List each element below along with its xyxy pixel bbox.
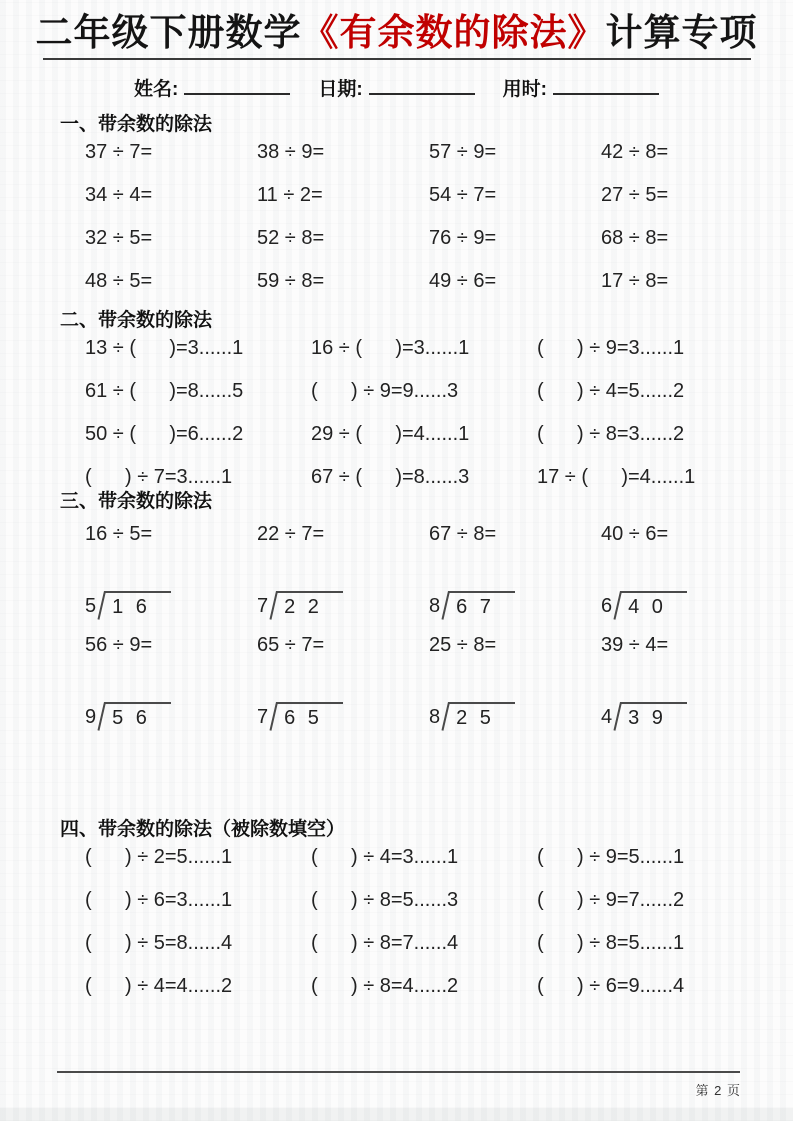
problem-equation: 65 ÷ 7= bbox=[257, 634, 325, 656]
problem-equation: ( ) ÷ 8=4......2 bbox=[311, 975, 459, 997]
title-prefix: 二年级下册数学 bbox=[35, 12, 302, 53]
problem-equation: 29 ÷ ( )=4......1 bbox=[311, 423, 470, 445]
long-division-bracket bbox=[96, 591, 171, 622]
problem-equation: ( ) ÷ 7=3......1 bbox=[85, 466, 233, 488]
problem-equation: 54 ÷ 7= bbox=[429, 184, 497, 206]
problem-equation: 76 ÷ 9= bbox=[429, 227, 497, 249]
page-number: 第 2 页 bbox=[695, 1083, 741, 1098]
problem-equation: ( ) ÷ 5=8......4 bbox=[85, 932, 233, 954]
long-division-problem bbox=[85, 702, 257, 736]
name-label: 姓名: bbox=[134, 79, 179, 100]
long-division-dividend: 1 6 bbox=[112, 596, 147, 618]
long-division-divisor: 9 bbox=[85, 706, 97, 728]
problem-equation: ( ) ÷ 8=3......2 bbox=[537, 423, 685, 445]
problem-equation: 16 ÷ ( )=3......1 bbox=[311, 337, 470, 359]
problem-equation: ( ) ÷ 8=5......1 bbox=[537, 932, 685, 954]
problem-equation: 67 ÷ 8= bbox=[429, 523, 497, 545]
long-division-divisor: 8 bbox=[429, 595, 441, 617]
long-division-bracket bbox=[268, 591, 343, 622]
long-division-problem bbox=[429, 702, 601, 736]
section-3 bbox=[0, 490, 793, 736]
long-division-problem bbox=[85, 591, 257, 625]
header-divider bbox=[43, 58, 751, 60]
problem-equation: 50 ÷ ( )=6......2 bbox=[85, 423, 244, 445]
long-division-dividend: 6 5 bbox=[284, 707, 319, 729]
section-3-equation-row-2 bbox=[85, 632, 753, 662]
problem-equation: 25 ÷ 8= bbox=[429, 634, 497, 656]
problem-equation: ( ) ÷ 2=5......1 bbox=[85, 846, 233, 868]
section-1 bbox=[0, 113, 793, 311]
problem-equation: ( ) ÷ 8=7......4 bbox=[311, 932, 459, 954]
name-blank bbox=[184, 79, 290, 95]
problem-equation: ( ) ÷ 4=4......2 bbox=[85, 975, 233, 997]
student-info-row bbox=[0, 74, 793, 101]
long-division-divisor: 6 bbox=[601, 595, 613, 617]
problem-equation: 52 ÷ 8= bbox=[257, 227, 325, 249]
problem-equation: 11 ÷ 2= bbox=[257, 184, 323, 206]
problem-equation: ( ) ÷ 9=7......2 bbox=[537, 889, 685, 911]
footer-divider bbox=[57, 1071, 740, 1073]
section-1-problem-grid bbox=[85, 139, 753, 311]
problem-equation: ( ) ÷ 9=3......1 bbox=[537, 337, 685, 359]
long-division-problem bbox=[257, 591, 429, 625]
long-division-bracket bbox=[96, 702, 171, 733]
problem-equation: 22 ÷ 7= bbox=[257, 523, 325, 545]
long-division-bracket bbox=[440, 591, 515, 622]
problem-equation: ( ) ÷ 9=5......1 bbox=[537, 846, 685, 868]
problem-equation: 61 ÷ ( )=8......5 bbox=[85, 380, 244, 402]
time-label: 用时: bbox=[502, 79, 547, 100]
page-title bbox=[0, 0, 793, 55]
long-division-divisor: 7 bbox=[257, 595, 269, 617]
problem-equation: ( ) ÷ 4=3......1 bbox=[311, 846, 459, 868]
long-division-dividend: 5 6 bbox=[112, 707, 147, 729]
problem-equation: 40 ÷ 6= bbox=[601, 523, 669, 545]
problem-equation: ( ) ÷ 4=5......2 bbox=[537, 380, 685, 402]
long-division-dividend: 4 0 bbox=[628, 596, 663, 618]
problem-equation: 48 ÷ 5= bbox=[85, 270, 153, 292]
long-division-dividend: 2 5 bbox=[456, 707, 491, 729]
long-division-divisor: 5 bbox=[85, 595, 97, 617]
date-field bbox=[318, 74, 474, 101]
section-2 bbox=[0, 309, 793, 507]
problem-equation: 68 ÷ 8= bbox=[601, 227, 669, 249]
long-division-problem bbox=[601, 702, 773, 736]
name-field bbox=[134, 74, 290, 101]
long-division-bracket bbox=[268, 702, 343, 733]
problem-equation: 13 ÷ ( )=3......1 bbox=[85, 337, 244, 359]
long-division-divisor: 7 bbox=[257, 706, 269, 728]
time-field bbox=[503, 74, 659, 101]
section-3-longdiv-row-2 bbox=[85, 702, 753, 736]
title-suffix: 计算专项 bbox=[605, 12, 758, 53]
problem-equation: 27 ÷ 5= bbox=[601, 184, 669, 206]
long-division-divisor: 8 bbox=[429, 706, 441, 728]
long-division-bracket bbox=[440, 702, 515, 733]
problem-equation: 34 ÷ 4= bbox=[85, 184, 153, 206]
section-2-problem-grid bbox=[85, 335, 753, 507]
problem-equation: ( ) ÷ 6=3......1 bbox=[85, 889, 233, 911]
problem-equation: ( ) ÷ 9=9......3 bbox=[311, 380, 459, 402]
problem-equation: 16 ÷ 5= bbox=[85, 523, 153, 545]
time-blank bbox=[553, 79, 659, 95]
problem-equation: ( ) ÷ 8=5......3 bbox=[311, 889, 459, 911]
long-division-dividend: 2 2 bbox=[284, 596, 319, 618]
problem-equation: 42 ÷ 8= bbox=[601, 141, 669, 163]
long-division-bracket bbox=[612, 702, 687, 733]
problem-equation: 67 ÷ ( )=8......3 bbox=[311, 466, 470, 488]
long-division-dividend: 6 7 bbox=[456, 596, 491, 618]
date-label: 日期: bbox=[318, 79, 363, 100]
problem-equation: 38 ÷ 9= bbox=[257, 141, 325, 163]
problem-equation: 56 ÷ 9= bbox=[85, 634, 153, 656]
problem-equation: 32 ÷ 5= bbox=[85, 227, 153, 249]
section-1-heading: 一、带余数的除法 bbox=[60, 114, 213, 135]
problem-equation: 17 ÷ ( )=4......1 bbox=[537, 466, 696, 488]
section-3-equation-row-1 bbox=[85, 521, 753, 551]
long-division-problem bbox=[429, 591, 601, 625]
section-3-heading: 三、带余数的除法 bbox=[60, 491, 213, 512]
problem-equation: 49 ÷ 6= bbox=[429, 270, 497, 292]
page-bottom-edge bbox=[0, 1108, 793, 1121]
long-division-dividend: 3 9 bbox=[628, 707, 663, 729]
title-highlight: 《有余数的除法》 bbox=[301, 12, 606, 53]
long-division-problem bbox=[601, 591, 773, 625]
long-division-divisor: 4 bbox=[601, 706, 613, 728]
section-3-longdiv-row-1 bbox=[85, 591, 753, 625]
date-blank bbox=[369, 79, 475, 95]
problem-equation: 59 ÷ 8= bbox=[257, 270, 325, 292]
section-4-heading: 四、带余数的除法（被除数填空） bbox=[60, 819, 346, 840]
section-2-heading: 二、带余数的除法 bbox=[60, 310, 213, 331]
section-4 bbox=[0, 818, 793, 1016]
problem-equation: 37 ÷ 7= bbox=[85, 141, 153, 163]
problem-equation: 39 ÷ 4= bbox=[601, 634, 669, 656]
section-4-problem-grid bbox=[85, 844, 753, 1016]
problem-equation: 57 ÷ 9= bbox=[429, 141, 497, 163]
problem-equation: 17 ÷ 8= bbox=[601, 270, 669, 292]
problem-equation: ( ) ÷ 6=9......4 bbox=[537, 975, 685, 997]
long-division-bracket bbox=[612, 591, 687, 622]
long-division-problem bbox=[257, 702, 429, 736]
